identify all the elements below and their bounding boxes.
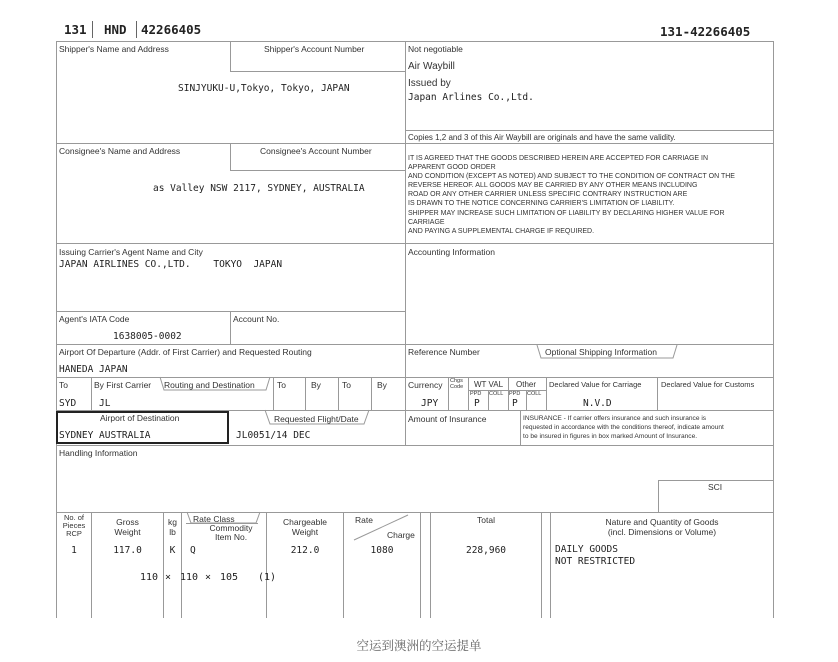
wt-coll-label: COLL	[489, 391, 504, 397]
sci-label: SCI	[708, 482, 723, 492]
copies-note: Copies 1,2 and 3 of this Air Waybill are originals and have the same validity.	[408, 133, 676, 142]
by2-label: By	[311, 380, 321, 390]
agent-iata-label: Agent's IATA Code	[59, 314, 130, 324]
consignee-label: Consignee's Name and Address	[59, 146, 181, 156]
first-carrier-value: JL	[99, 398, 111, 409]
awb-serial: 42266405	[141, 22, 202, 37]
handling-info-label: Handling Information	[59, 448, 138, 458]
wt-val-value: P	[474, 398, 480, 409]
optional-shipping-label: Optional Shipping Information	[545, 347, 657, 357]
shipper-value: SINJYUKU-U,Tokyo, Tokyo, JAPAN	[178, 83, 350, 94]
conditions-of-contract: IT IS AGREED THAT THE GOODS DESCRIBED HEREIN ARE ACCEPTED FOR CARRIAGE IN APPARENT GOOD ORDER AND CONDITION (EXCEPT AS NOTED) AND SUBJECT TO THE CONDITION OF CONTRACT ON THE REVERSE HEREOF. ALL GOODS MAY BE CARRIED BY ANY OTHER MEANS INCLUDING ROAD OR ANY OTHER CARRIER UNLESS SPECIFIC CONTRARY INSTRUCTION ARE IS DRAWN TO THE NOTICE CONCERNING CARRIER'S LIMITATION OF LIABILITY. SHIPPER MAY INCREASE SUCH LIMITATION OF LIABILITY BY DECLARING HIGHER VALUE FOR CARRIAGE AND PAYING A SUPPLEMENTAL CHARGE IF REQUIRED.	[408, 155, 735, 235]
commodity-item-label: Commodity Item No.	[209, 523, 253, 542]
other-coll-label: COLL	[527, 391, 542, 397]
air-waybill-title: Air Waybill	[408, 61, 455, 72]
charge-label: Charge	[387, 530, 415, 540]
dimension-width: 110	[180, 572, 199, 583]
shipper-account-label: Shipper's Account Number	[264, 44, 365, 54]
currency-value: JPY	[421, 398, 439, 409]
chargeable-weight-label: Chargeable Weight	[283, 517, 327, 537]
agent-value: JAPAN AIRLINES CO.,LTD. TOKYO JAPAN	[59, 259, 283, 270]
wt-ppd-label: PPD	[470, 391, 482, 397]
agent-iata-value: 1638005-0002	[113, 331, 182, 342]
account-no-label: Account No.	[233, 314, 280, 324]
gross-weight-label: Gross Weight	[114, 517, 141, 537]
consignee-value: as Valley NSW 2117, SYDNEY, AUSTRALIA	[153, 183, 365, 194]
kg-lb-label: kg lb	[168, 517, 177, 537]
consignee-account-label: Consignee's Account Number	[260, 146, 372, 156]
other-ppd-label: PPD	[509, 391, 521, 397]
declared-customs-label: Declared Value for Customs	[661, 380, 755, 389]
origin-code: HND	[104, 22, 127, 37]
other-value: P	[512, 398, 518, 409]
rate-label: Rate	[355, 515, 373, 525]
awb-prefix: 131	[64, 22, 87, 37]
destination-label: Airport of Destination	[100, 413, 180, 423]
insurance-amount-label: Amount of Insurance	[408, 414, 487, 424]
routing-destination-label: Routing and Destination	[164, 380, 255, 390]
total-value: 228,960	[465, 545, 507, 556]
issued-by-value: Japan Arlines Co.,Ltd.	[408, 92, 534, 103]
destination-value: SYDNEY AUSTRALIA	[59, 430, 151, 441]
total-label: Total	[477, 515, 495, 525]
to2-label: To	[277, 380, 286, 390]
weight-unit-value: K	[169, 545, 176, 556]
other-label: Other	[516, 380, 537, 389]
dimension-count: (1)	[258, 572, 277, 583]
dimension-separator-2: ×	[205, 572, 212, 583]
shipper-label: Shipper's Name and Address	[59, 44, 169, 54]
dimension-length: 110	[140, 572, 159, 583]
declared-carriage-label: Declared Value for Carriage	[549, 380, 642, 389]
image-caption: 空运到澳洲的空运提单	[356, 638, 482, 653]
to3-label: To	[342, 380, 351, 390]
dimension-separator-1: ×	[165, 572, 172, 583]
nature-goods-label: Nature and Quantity of Goods (incl. Dimensions or Volume)	[605, 517, 719, 537]
requested-flight-label: Requested Flight/Date	[274, 414, 359, 424]
insurance-text: INSURANCE - If carrier offers insurance and such insurance is requested in accordance with the conditions thereof, indicate amount to be insured in figures in box marked Amount of Insurance.	[523, 415, 724, 440]
by3-label: By	[377, 380, 387, 390]
declared-carriage-value: N.V.D	[583, 398, 612, 409]
pieces-value: 1	[71, 545, 77, 556]
goods-description: DAILY GOODS NOT RESTRICTED	[555, 544, 636, 567]
chgs-code-label: Chgs Code	[450, 378, 464, 390]
to-value: SYD	[59, 398, 77, 409]
wt-val-label: WT VAL	[474, 380, 504, 389]
dimension-height: 105	[220, 572, 239, 583]
departure-value: HANEDA JAPAN	[59, 364, 128, 375]
accounting-info-label: Accounting Information	[408, 247, 495, 257]
rate-value: 1080	[370, 545, 394, 556]
rate-class-label: Rate Class	[193, 514, 235, 524]
requested-flight-value: JL0051/14 DEC	[236, 430, 311, 441]
awb-number: 131-42266405	[660, 24, 751, 39]
rate-class-value: Q	[190, 545, 196, 556]
currency-label: Currency	[408, 380, 443, 390]
departure-label: Airport Of Departure (Addr. of First Carrier) and Requested Routing	[59, 347, 312, 357]
pieces-label: No. of Pieces RCP	[62, 513, 86, 538]
by-first-carrier-label: By First Carrier	[94, 380, 152, 390]
chargeable-weight-value: 212.0	[290, 545, 320, 556]
gross-weight-value: 117.0	[113, 545, 142, 556]
issued-by-label: Issued by	[408, 78, 451, 89]
agent-label: Issuing Carrier's Agent Name and City	[59, 247, 203, 257]
to-label: To	[59, 380, 68, 390]
reference-number-label: Reference Number	[408, 347, 480, 357]
not-negotiable-label: Not negotiable	[408, 44, 463, 54]
